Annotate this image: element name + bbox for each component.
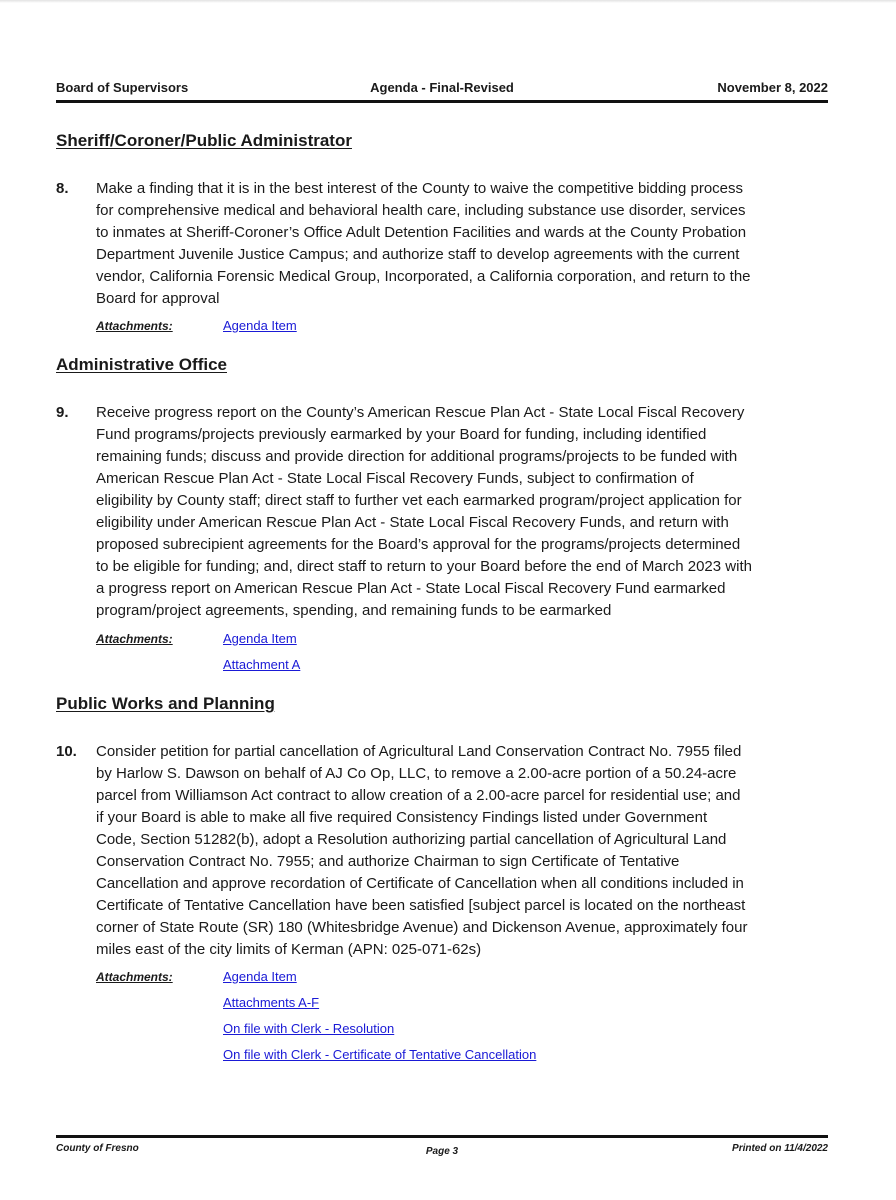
footer-page-number: Page 3 — [425, 1146, 459, 1157]
text-line: Make a finding that it is in the best interest of the County to waive the competitive bidding process — [96, 180, 744, 197]
item-number-9: 9. — [56, 404, 69, 421]
text-line: Receive progress report on the County’s American Rescue Plan Act - State Local Fiscal Recovery — [96, 404, 745, 421]
text-line: program/project agreements, spending, and remaining funds to be earmarked — [96, 602, 612, 619]
attachment-link-attachment-a[interactable]: Attachment A — [223, 657, 301, 672]
attachment-link-agenda-item[interactable]: Agenda Item — [223, 631, 297, 646]
header-rule — [56, 100, 828, 103]
item-number-10: 10. — [56, 743, 77, 760]
text-line: Code, Section 51282(b), adopt a Resolution authorizing partial cancellation of Agricultural Land — [96, 831, 727, 848]
text-line: corner of State Route (SR) 180 (Whitesbridge Avenue) and Dickenson Avenue, approximately four — [96, 919, 748, 936]
text-line: Consider petition for partial cancellation of Agricultural Land Conservation Contract No. 7955 filed — [96, 743, 742, 760]
text-line: Board for approval — [96, 290, 220, 307]
text-line: miles east of the city limits of Kerman (APN: 025-071-62s) — [96, 941, 482, 958]
header-agenda-type: Agenda - Final-Revised — [370, 80, 514, 95]
text-line: parcel from Williamson Act contract to allow creation of a 2.00-acre parcel for residential use; and — [96, 787, 741, 804]
item-9-description — [96, 402, 826, 622]
text-line: Cancellation and approve recordation of Certificate of Cancellation when all conditions included in — [96, 875, 744, 892]
item-8-description — [96, 178, 826, 310]
text-line: remaining funds; discuss and provide direction for additional programs/projects to be funded with — [96, 448, 738, 465]
header-meeting-date: November 8, 2022 — [717, 80, 828, 95]
footer-printed-date: Printed on 11/4/2022 — [732, 1143, 828, 1154]
text-line: eligibility under American Rescue Plan Act - State Local Fiscal Recovery Funds, and return with — [96, 514, 729, 531]
text-line: to be eligible for funding; and, direct staff to return to your Board before the end of March 2023 with — [96, 558, 752, 575]
text-line: to inmates at Sheriff-Coroner’s Office Adult Detention Facilities and wards at the County Probation — [96, 224, 747, 241]
footer-county: County of Fresno — [56, 1143, 139, 1154]
header-body-name: Board of Supervisors — [56, 80, 189, 95]
page-header — [56, 80, 828, 98]
section-title-sheriff: Sheriff/Coroner/Public Administrator — [56, 131, 352, 150]
text-line: Certificate of Tentative Cancellation have been satisfied [subject parcel is located on the northeast — [96, 897, 746, 914]
attachments-label: Attachments: — [96, 632, 173, 646]
page-top-edge — [0, 0, 896, 3]
text-line: a progress report on American Rescue Plan Act - State Local Fiscal Recovery Fund earmarked — [96, 580, 726, 597]
attachment-link-resolution[interactable]: On file with Clerk - Resolution — [223, 1021, 395, 1036]
footer-rule — [56, 1135, 828, 1138]
text-line: vendor, California Forensic Medical Group, Incorporated, a California corporation, and return to the — [96, 268, 751, 285]
attachment-link-agenda-item[interactable]: Agenda Item — [223, 969, 297, 984]
attachment-link-certificate-tentative-cancellation[interactable]: On file with Clerk - Certificate of Tentative Cancellation — [223, 1047, 537, 1062]
item-10-description — [96, 741, 826, 961]
text-line: for comprehensive medical and behavioral health care, including substance use disorder, services — [96, 202, 746, 219]
text-line: eligibility by County staff; direct staff to further vet each earmarked program/project application for — [96, 492, 742, 509]
section-title-public-works: Public Works and Planning — [56, 694, 275, 713]
text-line: proposed subrecipient agreements for the Board’s approval for the programs/projects determined — [96, 536, 741, 553]
text-line: Fund programs/projects previously earmarked by your Board for funding, including identified — [96, 426, 707, 443]
item-number-8: 8. — [56, 180, 69, 197]
attachments-label: Attachments: — [96, 319, 173, 333]
text-line: American Rescue Plan Act - State Local Fiscal Recovery Funds, subject to confirmation of — [96, 470, 694, 487]
section-title-administrative-office: Administrative Office — [56, 355, 227, 374]
text-line: Conservation Contract No. 7955; and authorize Chairman to sign Certificate of Tentative — [96, 853, 680, 870]
text-line: if your Board is able to make all five required Consistency Findings listed under Government — [96, 809, 708, 826]
attachment-link-agenda-item[interactable]: Agenda Item — [223, 318, 297, 333]
attachments-label: Attachments: — [96, 970, 173, 984]
text-line: Department Juvenile Justice Campus; and authorize staff to develop agreements with the current — [96, 246, 740, 263]
attachment-link-attachments-a-f[interactable]: Attachments A-F — [223, 995, 320, 1010]
text-line: by Harlow S. Dawson on behalf of AJ Co Op, LLC, to remove a 2.00-acre portion of a 50.24-acre — [96, 765, 737, 782]
